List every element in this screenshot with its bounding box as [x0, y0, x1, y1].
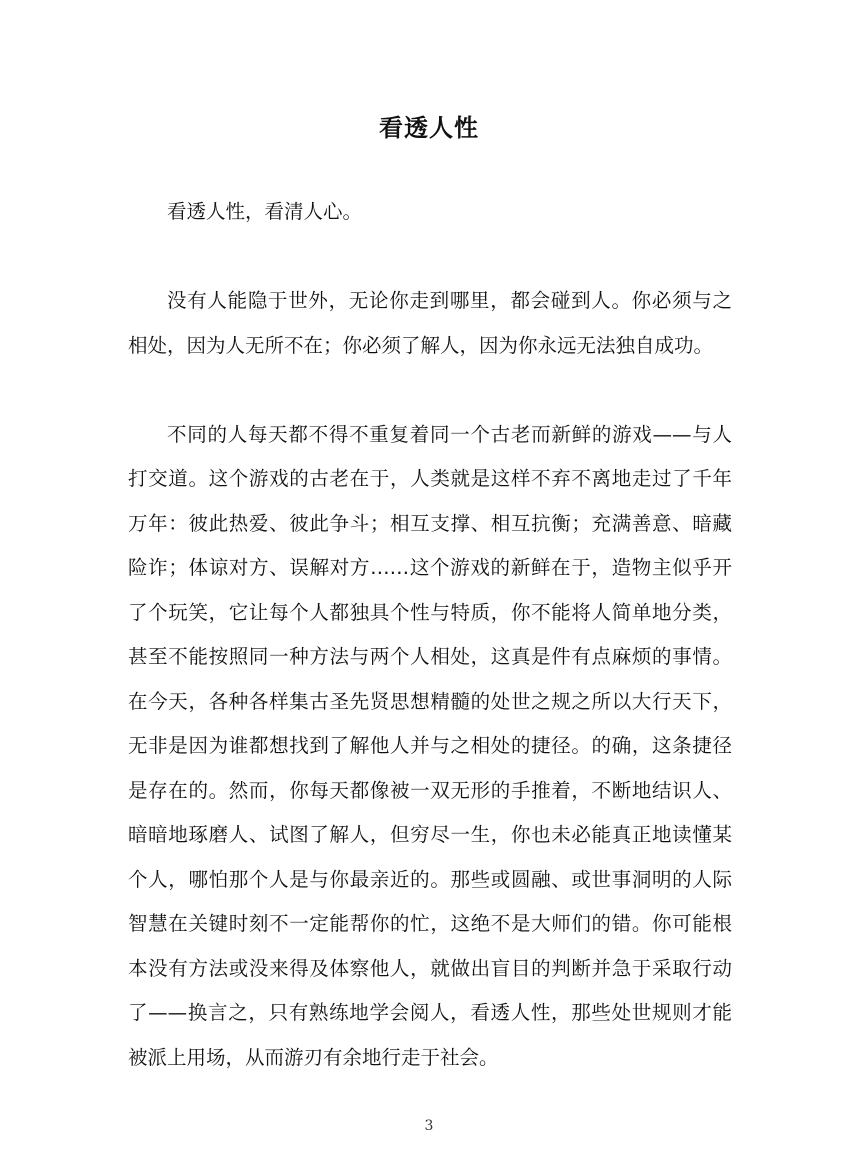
document-body	[128, 190, 732, 1080]
paragraph-intro: 看透人性，看清人心。	[167, 200, 363, 223]
paragraph-2: 没有人能隐于世外，无论你走到哪里，都会碰到人。你必须与之相处，因为人无所不在；你必须了解人，因为你永远无法独自成功。	[128, 289, 732, 357]
paragraph-spacer	[128, 235, 732, 280]
paragraph-spacer	[128, 368, 732, 413]
document-title: 看透人性	[379, 114, 479, 142]
page-number: 3	[424, 1118, 434, 1134]
paragraph-3: 不同的人每天都不得不重复着同一个古老而新鲜的游戏——与人打交道。这个游戏的古老在于，人类就是这样不弃不离地走过了千年万年：彼此热爱、彼此争斗；相互支撑、相互抗衡；充满善意、暗藏险诈；体谅对方、误解对方……这个游戏的新鲜在于，造物主似乎开了个玩笑，它让每个人都独具个性与特质，你不能将人简单地分类，甚至不能按照同一种方法与两个人相处，这真是件有点麻烦的事情。在今天，各种各样集古圣先贤思想精髓的处世之规之所以大行天下，无非是因为谁都想找到了解他人并与之相处的捷径。的确，这条捷径是存在的。然而，你每天都像被一双无形的手推着，不断地结识人、暗暗地琢磨人、试图了解人，但穷尽一生，你也未必能真正地读懂某个人，哪怕那个人是与你最亲近的。那些或圆融、或世事洞明的人际智慧在关键时刻不一定能帮你的忙，这绝不是大师们的错。你可能根本没有方法或没来得及体察他人，就做出盲目的判断并急于采取行动了——换言之，只有熟练地学会阅人，看透人性，那些处世规则才能被派上用场，从而游刃有余地行走于社会。	[128, 422, 732, 1069]
